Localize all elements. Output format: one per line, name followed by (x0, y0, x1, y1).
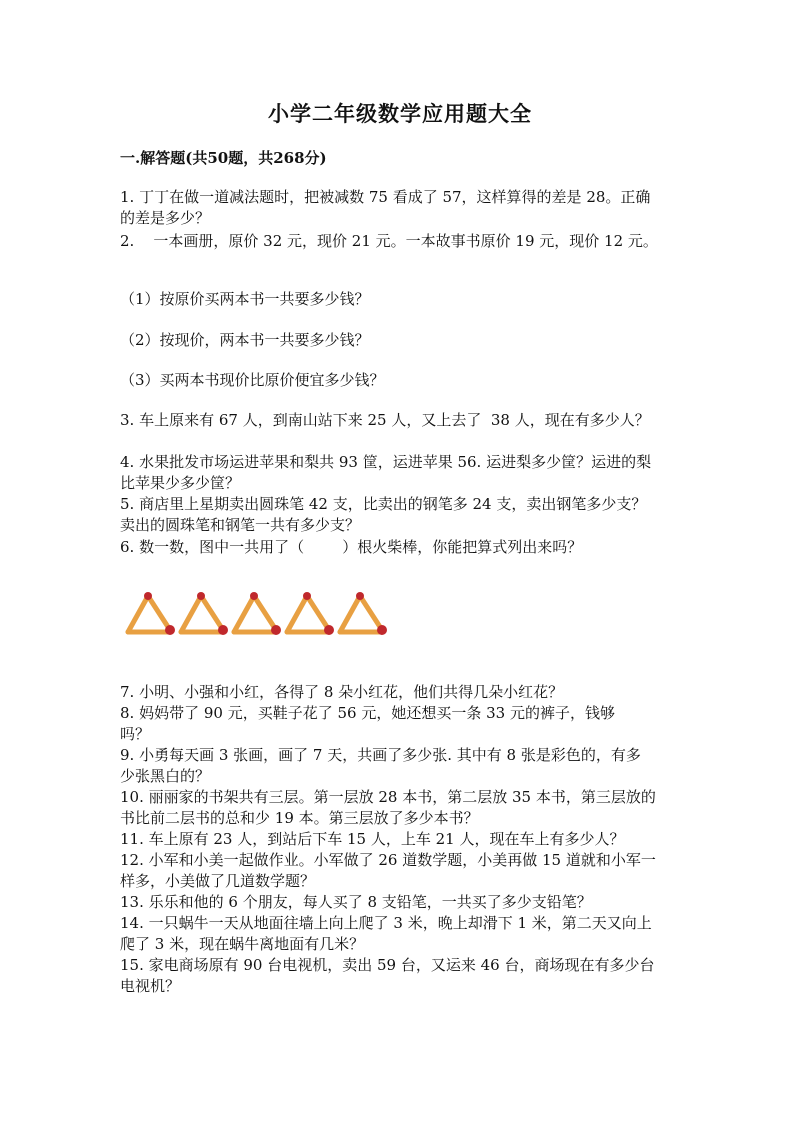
question-8-line-2: 吗？ (120, 725, 151, 743)
question-10-line-1: 10. 丽丽家的书架共有三层。第一层放 28 本书，第二层放 35 本书，第三层放的 (120, 788, 656, 806)
question-1-line-2: 的差是多少？ (120, 209, 211, 227)
question-12-line-1: 12. 小军和小美一起做作业。小军做了 26 道数学题，小美再做 15 道就和小军一 (120, 851, 656, 869)
question-11-line-1: 11. 车上原有 23 人，到站后下车 15 人，上车 21 人，现在车上有多少人？ (120, 830, 625, 848)
question-3-line-1: 3. 车上原来有 67 人，到南山站下来 25 人，又上去了 38 人，现在有多少人？ (120, 411, 650, 429)
question-8-line-1: 8. 妈妈带了 90 元，买鞋子花了 56 元，她还想买一条 33 元的裤子，钱够 (120, 704, 615, 722)
question-2-line-1: 2. 一本画册，原价 32 元，现价 21 元。一本故事书原价 19 元，现价 12 元。 (120, 232, 658, 250)
matchstick-triangle-5 (340, 592, 387, 635)
matchstick-triangle-4 (287, 592, 334, 635)
matchstick-triangle-1 (128, 592, 175, 635)
section-heading: 一.解答题(共50题，共268分) (120, 149, 327, 167)
question-6-line-1: 6. 数一数，图中一共用了（ ）根火柴棒，你能把算式列出来吗？ (120, 538, 583, 556)
question-14-line-1: 14. 一只蜗牛一天从地面往墙上向上爬了 3 米，晚上却滑下 1 米，第二天又向上 (120, 914, 652, 932)
question-14-line-2: 爬了 3 米，现在蜗牛离地面有几米？ (120, 935, 365, 953)
question-15-line-2: 电视机？ (120, 977, 181, 995)
question-4-line-2: 比苹果少多少筐？ (120, 474, 241, 492)
question-12-line-2: 样多，小美做了几道数学题？ (120, 872, 316, 890)
question-7-line-1: 7. 小明、小强和小红，各得了 8 朵小红花，他们共得几朵小红花？ (120, 683, 564, 701)
question-10-line-2: 书比前二层书的总和少 19 本。第三层放了多少本书？ (120, 809, 479, 827)
matchstick-triangle-3 (234, 592, 281, 635)
page-title: 小学二年级数学应用题大全 (268, 101, 532, 126)
question-2-sub-3: （3）买两本书现价比原价便宜多少钱？ (120, 371, 385, 389)
matchstick-triangles-figure (122, 588, 392, 640)
question-5-line-2: 卖出的圆珠笔和钢笔一共有多少支？ (120, 516, 361, 534)
question-5-line-1: 5. 商店里上星期卖出圆珠笔 42 支，比卖出的钢笔多 24 支，卖出钢笔多少支？ (120, 495, 647, 513)
question-15-line-1: 15. 家电商场原有 90 台电视机，卖出 59 台，又运来 46 台，商场现在有多少台 (120, 956, 655, 974)
question-9-line-2: 少张黑白的？ (120, 767, 211, 785)
question-1-line-1: 1. 丁丁在做一道减法题时，把被减数 75 看成了 57，这样算得的差是 28。正确 (120, 188, 651, 206)
question-9-line-1: 9. 小勇每天画 3 张画，画了 7 天，共画了多少张. 其中有 8 张是彩色的，有多 (120, 746, 641, 764)
question-4-line-1: 4. 水果批发市场运进苹果和梨共 93 筐，运进苹果 56. 运进梨多少筐？运进的梨 (120, 453, 652, 471)
question-13-line-1: 13. 乐乐和他的 6 个朋友，每人买了 8 支铅笔，一共买了多少支铅笔？ (120, 893, 592, 911)
question-2-sub-1: （1）按原价买两本书一共要多少钱？ (120, 290, 370, 308)
matchstick-triangle-2 (181, 592, 228, 635)
question-2-sub-2: （2）按现价，两本书一共要多少钱？ (120, 331, 370, 349)
